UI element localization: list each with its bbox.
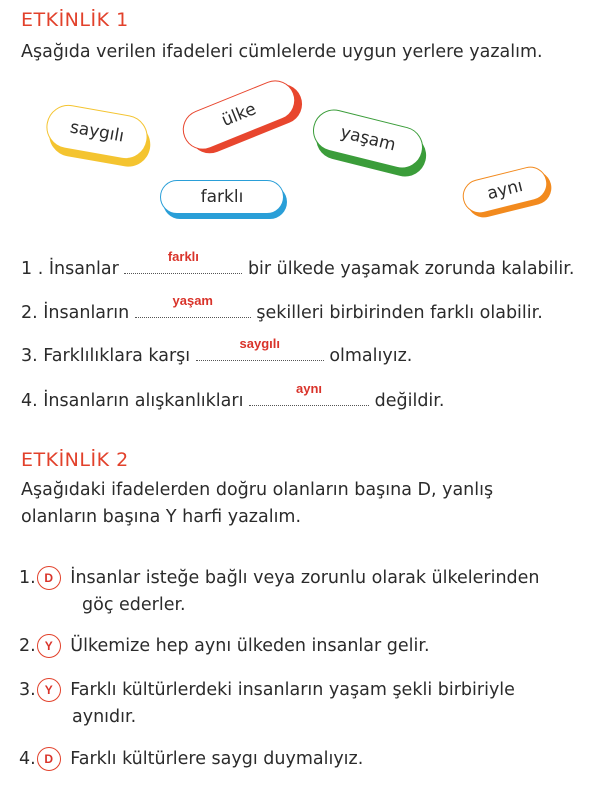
word-card-ulke <box>177 74 301 155</box>
word-saygili: saygılı <box>68 117 126 147</box>
sentence-4-after: değildir. <box>374 391 445 411</box>
sentence-3-before: 3. Farklılıklara karşı <box>21 346 191 366</box>
blank-3-answer: saygılı <box>239 336 280 351</box>
word-card-farkli <box>160 180 284 214</box>
word-ulke: ülke <box>218 99 260 131</box>
blank-2[interactable] <box>135 293 251 318</box>
word-ayni: aynı <box>485 175 525 205</box>
sentence-2 <box>21 293 543 323</box>
activity1-heading: ETKİNLİK 1 <box>21 9 129 31</box>
sentence-3 <box>21 336 413 366</box>
activity2-heading: ETKİNLİK 2 <box>21 449 129 471</box>
item-1-text-line1: İnsanlar isteğe bağlı veya zorunlu olarak ülkelerinden <box>70 568 540 588</box>
word-card-saygili <box>43 101 151 162</box>
item-3 <box>19 677 515 703</box>
item-2-answer-circle[interactable]: Y <box>37 634 61 658</box>
word-card-ayni <box>459 163 551 217</box>
sentence-1-before: 1 . İnsanlar <box>21 259 119 279</box>
word-yasam: yaşam <box>338 122 398 156</box>
item-1-number: 1. <box>19 568 36 588</box>
blank-2-answer: yaşam <box>172 293 213 308</box>
sentence-4 <box>21 381 445 411</box>
activity2-instruction-line1: Aşağıdaki ifadelerden doğru olanların başına D, yanlış <box>21 480 494 500</box>
sentence-1 <box>21 249 575 279</box>
item-4-number: 4. <box>19 749 36 769</box>
item-3-number: 3. <box>19 680 36 700</box>
item-3-text-line2: aynıdır. <box>72 707 137 727</box>
blank-4[interactable] <box>249 381 369 406</box>
blank-3[interactable] <box>196 336 324 361</box>
blank-1[interactable] <box>124 249 242 274</box>
sentence-2-before: 2. İnsanların <box>21 303 130 323</box>
word-card-yasam <box>309 105 428 173</box>
activity2-instruction-line2: olanların başına Y harfi yazalım. <box>21 507 302 527</box>
item-4 <box>19 746 363 772</box>
blank-1-answer: farklı <box>167 249 199 264</box>
item-1-answer-circle[interactable]: D <box>37 566 61 590</box>
sentence-2-after: şekilleri birbirinden farklı olabilir. <box>256 303 543 323</box>
activity1-instruction: Aşağıda verilen ifadeleri cümlelerde uygun yerlere yazalım. <box>21 42 543 62</box>
item-4-answer-circle[interactable]: D <box>37 747 61 771</box>
item-1-text-line2: göç ederler. <box>82 595 186 615</box>
item-3-text-line1: Farklı kültürlerdeki insanların yaşam şekli birbiriyle <box>70 680 515 700</box>
item-4-text-line1: Farklı kültürlere saygı duymalıyız. <box>70 749 364 769</box>
word-farkli: farklı <box>200 187 244 207</box>
sentence-1-after: bir ülkede yaşamak zorunda kalabilir. <box>247 259 575 279</box>
item-2-number: 2. <box>19 636 36 656</box>
item-3-answer-circle[interactable]: Y <box>37 678 61 702</box>
sentence-3-after: olmalıyız. <box>329 346 413 366</box>
sentence-4-before: 4. İnsanların alışkanlıkları <box>21 391 244 411</box>
item-2 <box>19 633 430 659</box>
blank-4-answer: aynı <box>296 381 323 396</box>
item-1 <box>19 565 540 591</box>
item-2-text-line1: Ülkemize hep aynı ülkeden insanlar gelir. <box>70 636 430 656</box>
